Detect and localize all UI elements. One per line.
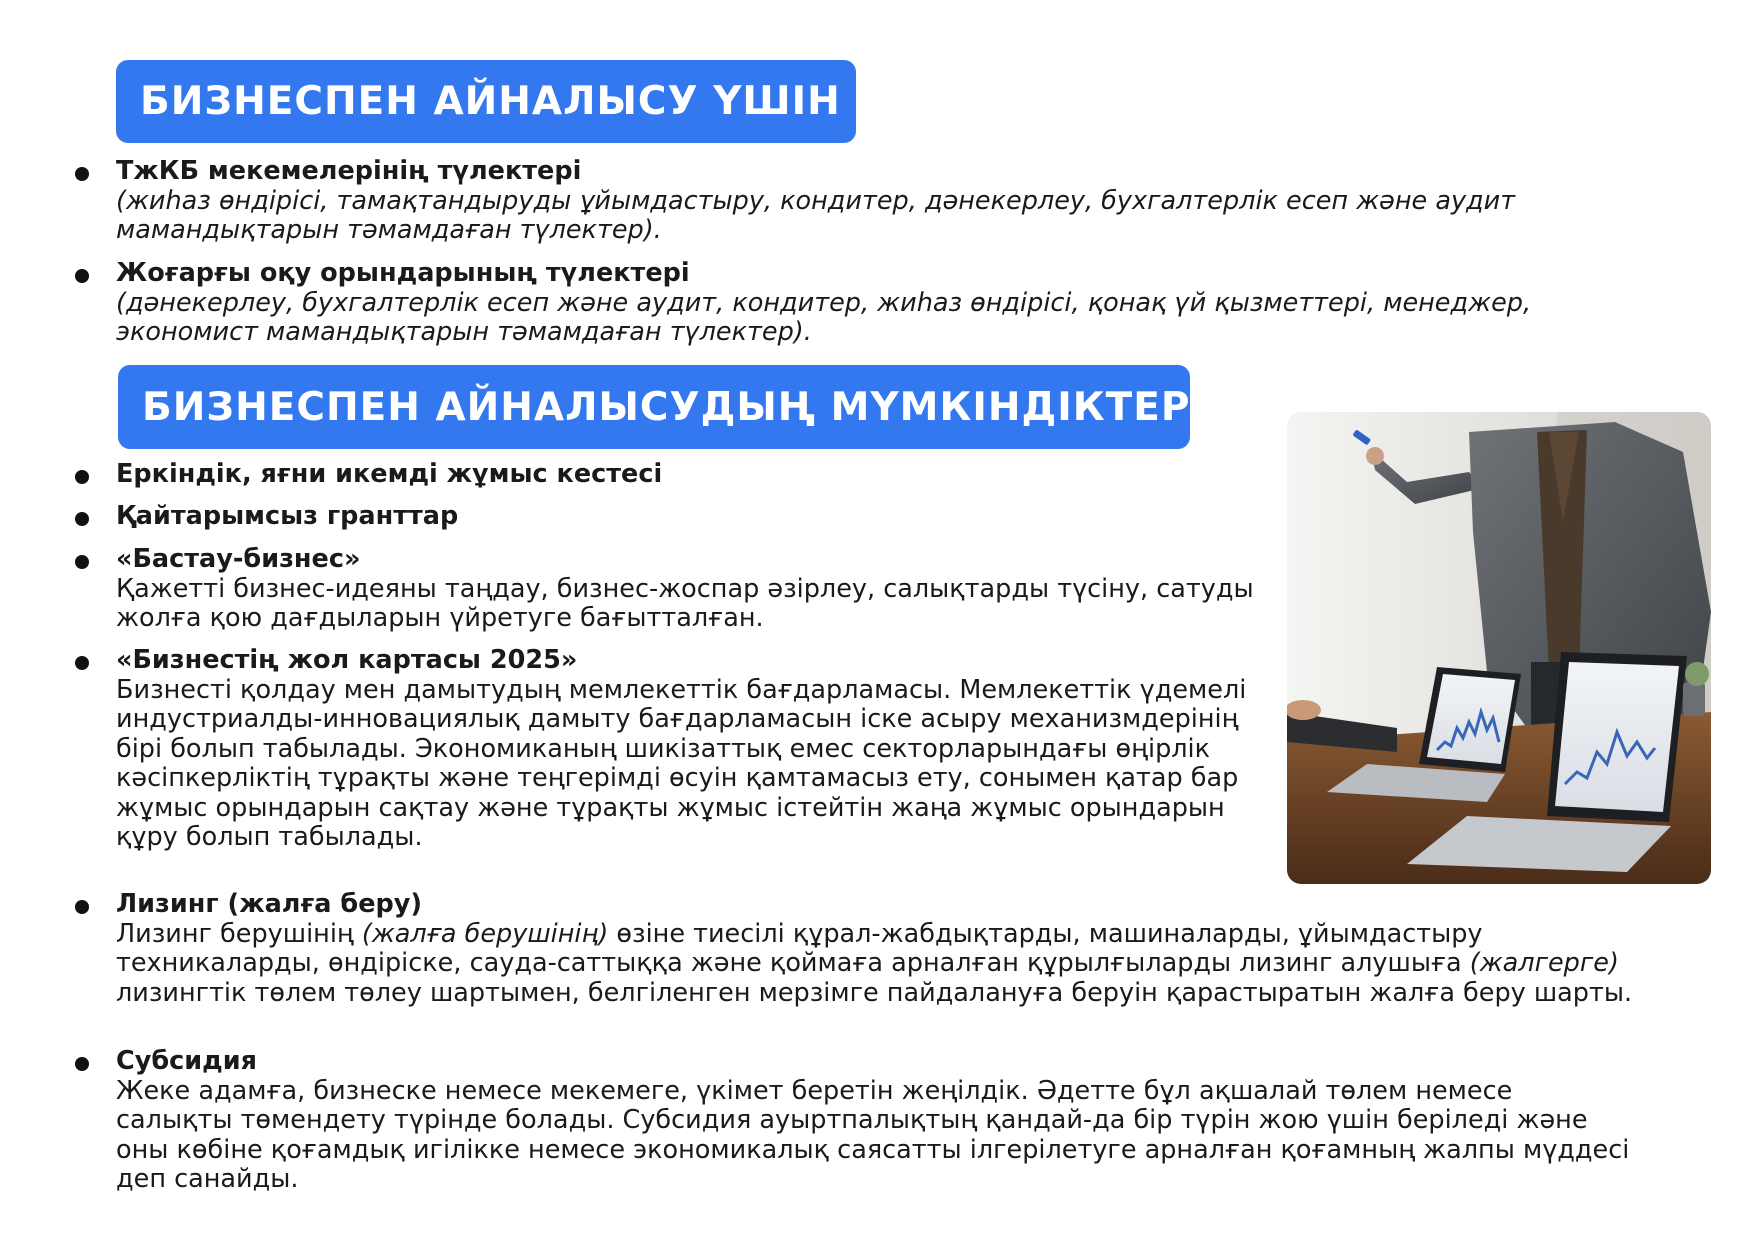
bullet-icon	[75, 470, 89, 484]
item-heading: ТжКБ мекемелерінің түлектері	[116, 156, 582, 186]
item-heading: Лизинг (жалға беру)	[116, 889, 423, 919]
item-heading: Қайтарымсыз гранттар	[116, 501, 459, 531]
presentation-photo	[1287, 412, 1711, 884]
item-description: (дәнекерлеу, бухгалтерлік есеп және аудит, кондитер, жиһаз өндірісі, қонақ үй қызметтері, менеджер, экономист мамандықтарын тәмамдаған түлектер).	[116, 287, 1532, 347]
list-item	[72, 1047, 1632, 1195]
section-title-for-business: БИЗНЕСПЕН АЙНАЛЫСУ ҮШІН	[116, 60, 856, 143]
item-description: Бизнесті қолдау мен дамытудың мемлекеттік бағдарламасы. Мемлекеттік үдемелі индустриалды-инновациялық дамыту бағдарламасын іске асыру механизмдерінің бірі болып табылады. Экономиканың шикізаттық емес секторларындағы өңірлік кәсіпкерліктің тұрақты және теңгерімді өсуін қамтамасыз ету, сонымен қатар бар жұмыс орындарын сақтау және тұрақты жұмыс істейтін жаңа жұмыс орындарын құру болып табылады.	[116, 674, 1247, 852]
list-item	[72, 502, 1272, 532]
item-heading: «Бизнестің жол картасы 2025»	[116, 645, 578, 675]
item-description: Қажетті бизнес-идеяны таңдау, бизнес-жоспар әзірлеу, салықтарды түсіну, сатуды жолға қою дағдыларын үйретуге бағытталған.	[116, 573, 1254, 633]
item-heading: Еркіндік, яғни икемді жұмыс кестесі	[116, 459, 663, 489]
bullet-icon	[75, 269, 89, 283]
item-description: Жеке адамға, бизнеске немесе мекемеге, үкімет беретін жеңілдік. Әдетте бұл ақшалай төлем немесе салықты төмендету түрінде болады. Субсидия ауыртпалықтың қандай-да бір түрін жою үшін беріледі және оны көбіне қоғамдық игілікке немесе экономикалық саясатты ілгерілетуге арналған қоғамның жалпы мүддесі деп санайды.	[116, 1075, 1630, 1194]
bullet-icon	[75, 900, 89, 914]
bullet-icon	[75, 1057, 89, 1071]
item-heading: Жоғарғы оқу орындарының түлектері	[116, 258, 690, 288]
bullet-icon	[75, 512, 89, 526]
bullet-icon	[75, 555, 89, 569]
bullet-icon	[75, 656, 89, 670]
list-item	[72, 259, 1672, 348]
list-item	[72, 157, 1672, 246]
item-heading: Субсидия	[116, 1046, 257, 1076]
item-heading: «Бастау-бизнес»	[116, 544, 361, 574]
item-description: (жиһаз өндірісі, тамақтандыруды ұйымдастыру, кондитер, дәнекерлеу, бухгалтерлік есеп және аудит мамандықтарын тәмамдаған түлектер).	[116, 185, 1516, 245]
list-item	[72, 646, 1262, 853]
list-item	[72, 890, 1684, 1008]
item-description: Лизинг берушінің (жалға берушінің) өзіне тиесілі құрал-жабдықтарды, машиналарды, ұйымдастыру техникаларды, өндіріске, сауда-саттыққа және қоймаға арналған құрылғыларды лизинг алушыға (жалгерге) лизингтік төлем төлеу шартымен, белгіленген мерзімге пайдалануға беруін қарастыратын жалға беру шарты.	[116, 918, 1633, 1008]
list-item	[72, 460, 1272, 490]
list-item	[72, 545, 1277, 634]
section-title-opportunities: БИЗНЕСПЕН АЙНАЛЫСУДЫҢ МҮМКІНДІКТЕРІ	[118, 365, 1190, 449]
bullet-icon	[75, 167, 89, 181]
